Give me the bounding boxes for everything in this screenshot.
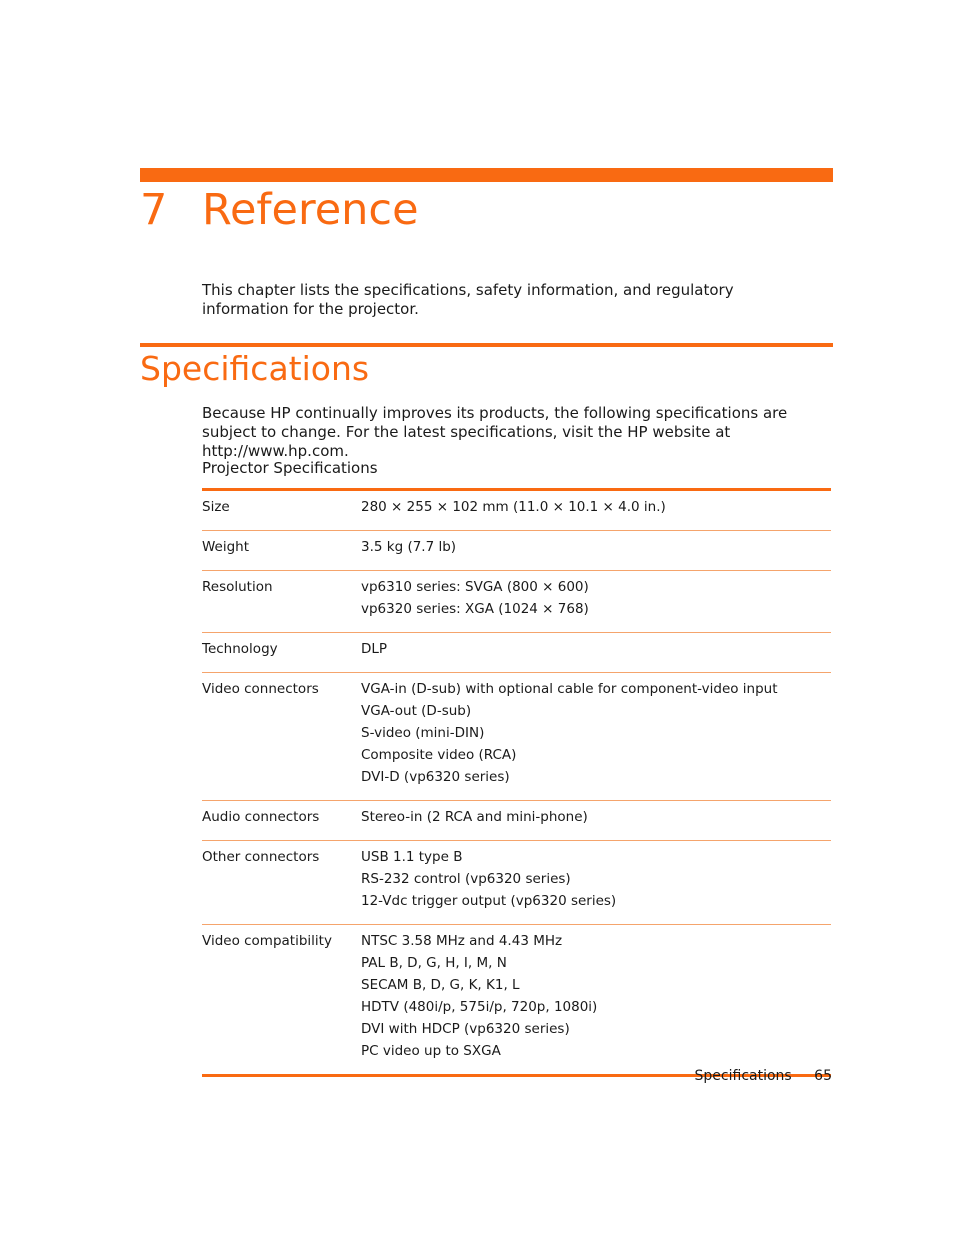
chapter-rule [140, 168, 833, 182]
spec-value: PC video up to SXGA [361, 1043, 501, 1059]
table-row [202, 491, 831, 531]
spec-value: USB 1.1 type B [361, 849, 463, 865]
spec-values [361, 638, 831, 660]
spec-value: NTSC 3.58 MHz and 4.43 MHz [361, 933, 563, 949]
spec-value: vp6310 series: SVGA (800 × 600) [361, 579, 589, 595]
spec-table [202, 488, 831, 1077]
section-intro: Because HP continually improves its products, the following specifications are subject to change. For the latest specifications, visit the HP website at http://www.hp.com. [202, 404, 788, 460]
spec-value: SECAM B, D, G, K, K1, L [361, 977, 520, 993]
table-row [202, 633, 831, 673]
page-footer [695, 1066, 832, 1086]
spec-label: Weight [202, 539, 250, 555]
table-row [202, 801, 831, 841]
spec-value: DVI with HDCP (vp6320 series) [361, 1021, 570, 1037]
spec-values [361, 496, 831, 518]
spec-label: Technology [202, 641, 278, 657]
spec-label: Size [202, 499, 230, 515]
spec-value: 12-Vdc trigger output (vp6320 series) [361, 893, 617, 909]
spec-value: HDTV (480i/p, 575i/p, 720p, 1080i) [361, 999, 598, 1015]
table-row [202, 925, 831, 1074]
spec-values [361, 930, 831, 1062]
chapter-intro: This chapter lists the specifications, safety information, and regulatory information for the projector. [202, 281, 734, 318]
spec-value: Stereo-in (2 RCA and mini-phone) [361, 809, 588, 825]
table-row [202, 673, 831, 801]
spec-value: RS-232 control (vp6320 series) [361, 871, 571, 887]
spec-value: S-video (mini-DIN) [361, 725, 485, 741]
spec-value: Composite video (RCA) [361, 747, 517, 763]
spec-value: PAL B, D, G, H, I, M, N [361, 955, 507, 971]
spec-value: DLP [361, 641, 388, 657]
spec-value: 3.5 kg (7.7 lb) [361, 539, 457, 555]
table-row [202, 841, 831, 925]
spec-label: Video compatibility [202, 933, 332, 949]
spec-value: 280 × 255 × 102 mm (11.0 × 10.1 × 4.0 in.) [361, 499, 666, 515]
spec-label: Resolution [202, 579, 273, 595]
spec-values [361, 846, 831, 912]
table-row [202, 531, 831, 571]
spec-values [361, 536, 831, 558]
spec-label: Video connectors [202, 681, 319, 697]
table-row [202, 571, 831, 633]
page-number: 65 [814, 1068, 832, 1084]
section-title: Specifications [140, 349, 370, 388]
spec-value: VGA-in (D-sub) with optional cable for component-video input [361, 681, 778, 697]
spec-value: DVI-D (vp6320 series) [361, 769, 510, 785]
table-caption: Projector Specifications [202, 459, 378, 477]
spec-label: Other connectors [202, 849, 320, 865]
spec-value: vp6320 series: XGA (1024 × 768) [361, 601, 589, 617]
footer-section: Specifications [694, 1068, 792, 1084]
spec-values [361, 576, 831, 620]
chapter-title: Reference [202, 185, 419, 235]
chapter-number: 7 [140, 185, 168, 235]
spec-label: Audio connectors [202, 809, 320, 825]
spec-value: VGA-out (D-sub) [361, 703, 472, 719]
spec-values [361, 678, 831, 788]
section-rule [140, 343, 833, 347]
spec-values [361, 806, 831, 828]
